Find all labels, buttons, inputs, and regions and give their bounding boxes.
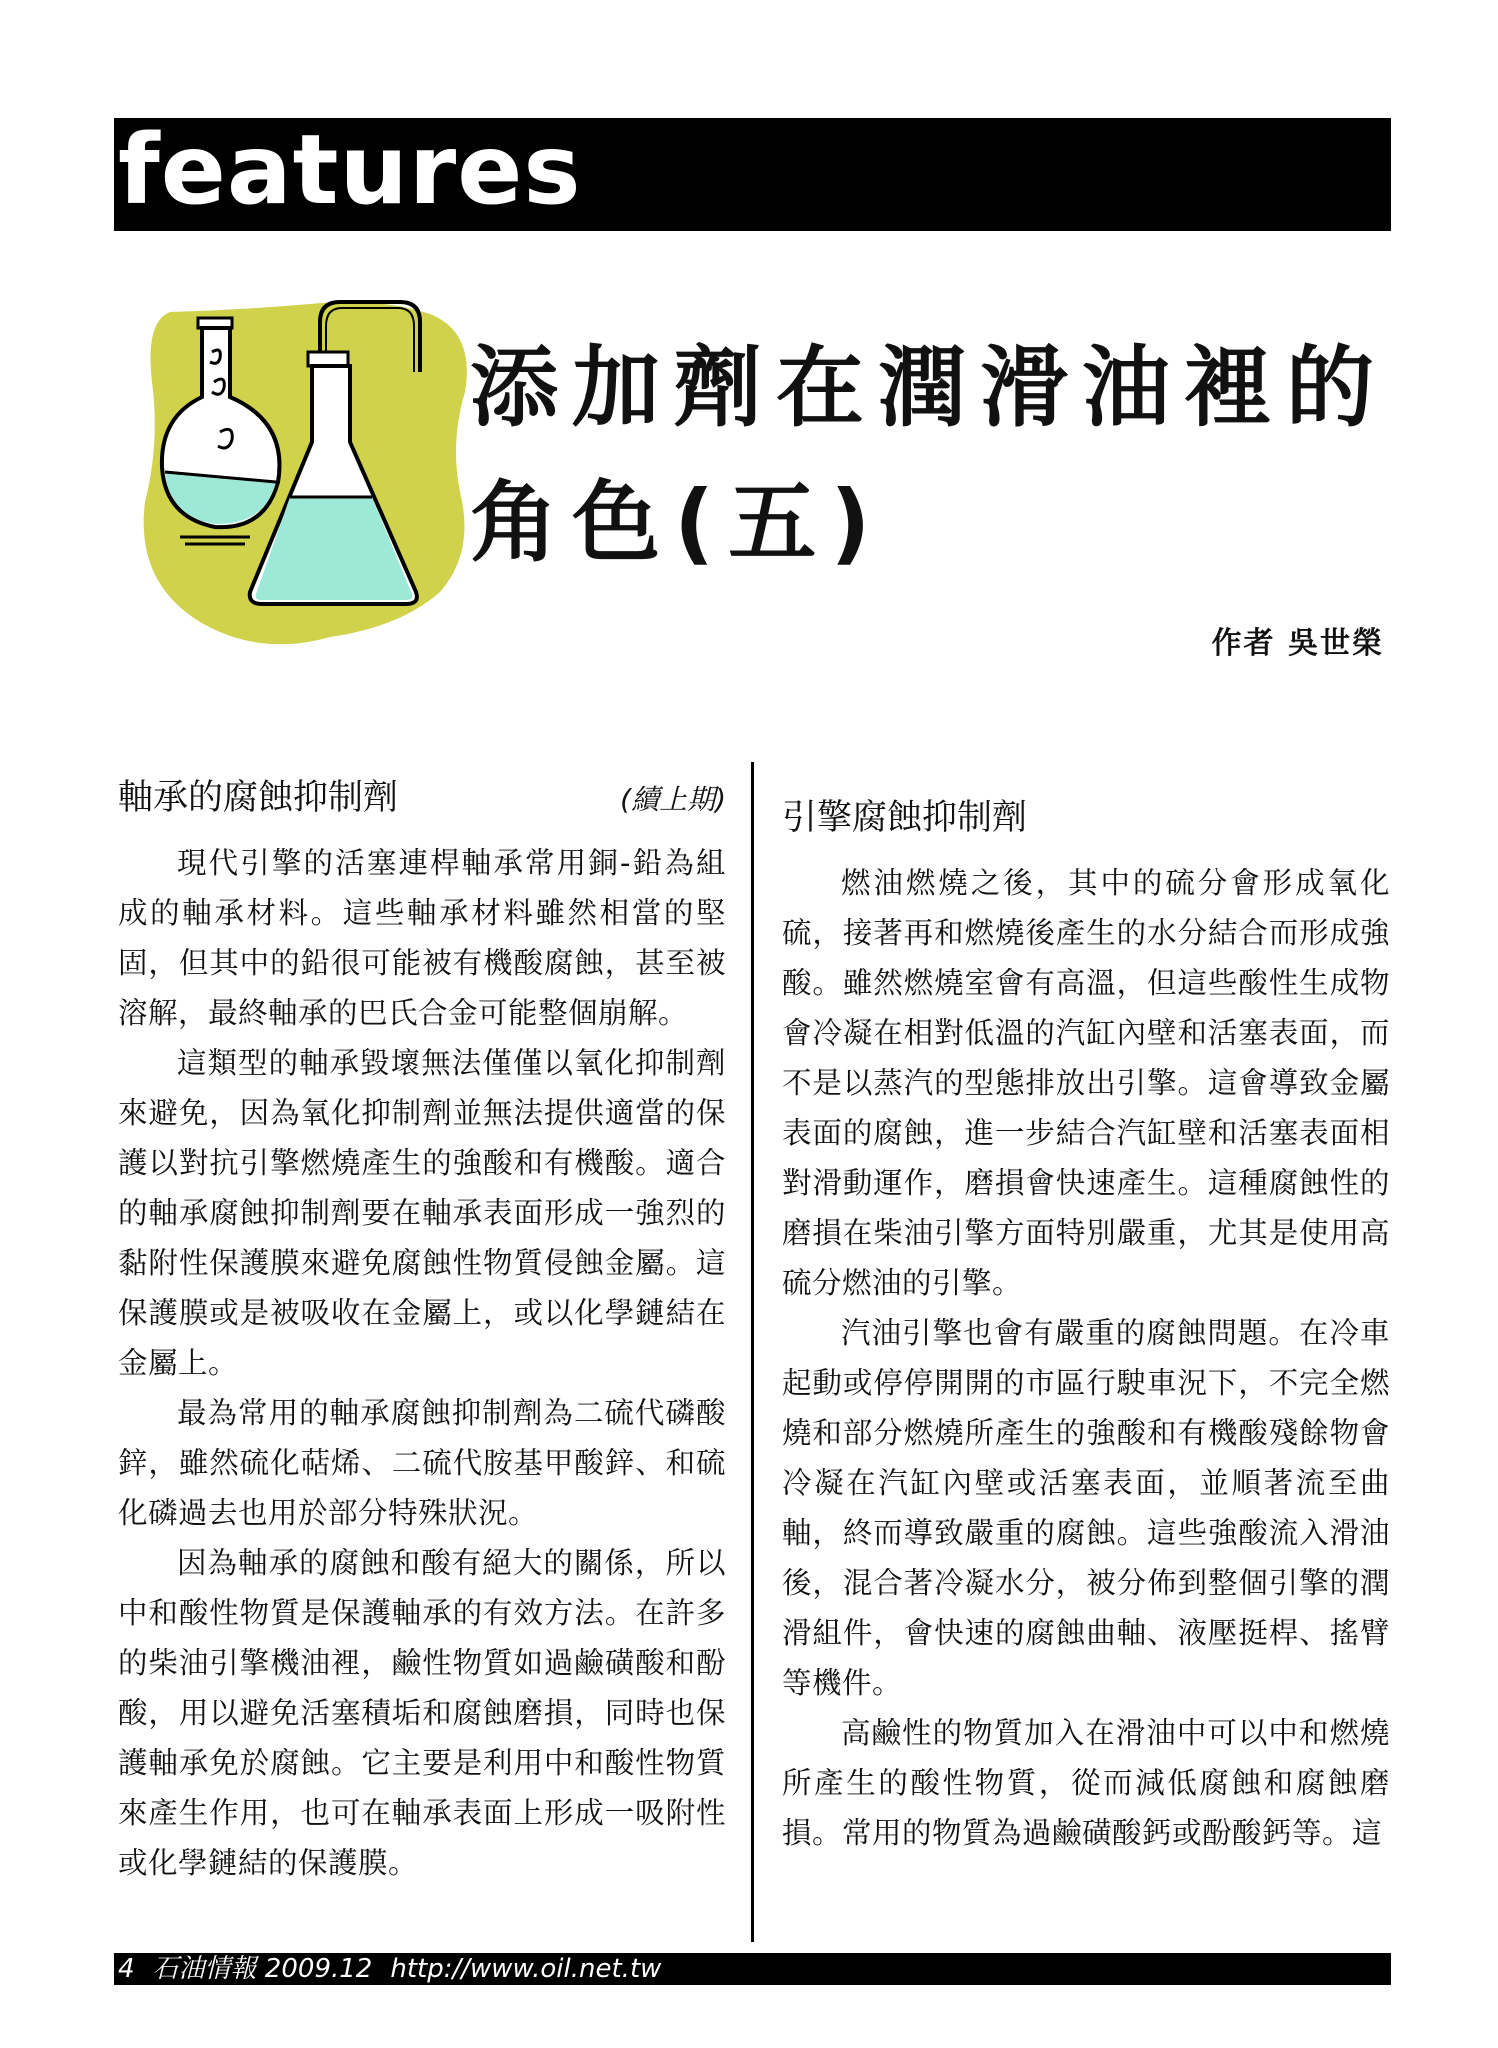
article-title: [470, 320, 1390, 590]
left-column: [118, 770, 726, 1888]
banner-label: features: [118, 114, 582, 226]
page-footer: [114, 1953, 1391, 1985]
section-heading-left: [118, 770, 726, 826]
paragraph: 現代引擎的活塞連桿軸承常用銅-鉛為組成的軸承材料。這些軸承材料雖然相當的堅固，但其中的鉛很可能被有機酸腐蝕，甚至被溶解，最終軸承的巴氏合金可能整個崩解。: [118, 846, 726, 1030]
column-divider: [751, 762, 754, 1942]
paragraph: 這類型的軸承毀壞無法僅僅以氧化抑制劑來避免，因為氧化抑制劑並無法提供適當的保護以對抗引擎燃燒產生的強酸和有機酸。適合的軸承腐蝕抑制劑要在軸承表面形成一強烈的黏附性保護膜來避免腐蝕性物質侵蝕金屬。這保護膜或是被吸收在金屬上，或以化學鏈結在金屬上。: [118, 1046, 726, 1380]
section-heading-text: 引擎腐蝕抑制劑: [782, 798, 1028, 838]
flask-illustration-icon: [140, 292, 470, 652]
section-heading-right: [782, 790, 1390, 846]
paragraph: 最為常用的軸承腐蝕抑制劑為二硫代磷酸鋅，雖然硫化萜烯、二硫代胺基甲酸鋅、和硫化磷過去也用於部分特殊狀況。: [118, 1396, 726, 1530]
website-url: http://www.oil.net.tw: [390, 1954, 662, 1984]
title-line-1: 添加劑在潤滑油裡的: [470, 336, 1389, 439]
author-byline: 作者 吳世榮: [1211, 626, 1384, 661]
paragraph: 因為軸承的腐蝕和酸有絕大的關係，所以中和酸性物質是保護軸承的有效方法。在許多的柴油引擎機油裡，鹼性物質如過鹼磺酸和酚酸，用以避免活塞積垢和腐蝕磨損，同時也保護軸承免於腐蝕。它主要是利用中和酸性物質來產生作用，也可在軸承表面上形成一吸附性或化學鏈結的保護膜。: [118, 1546, 726, 1880]
paragraph: 高鹼性的物質加入在滑油中可以中和燃燒所產生的酸性物質，從而減低腐蝕和腐蝕磨損。常用的物質為過鹼磺酸鈣或酚酸鈣等。這: [782, 1716, 1390, 1850]
continued-note: (續上期): [620, 783, 726, 816]
features-banner: [114, 114, 1391, 231]
title-line-2: 角色(五): [470, 471, 885, 574]
paragraph: 燃油燃燒之後，其中的硫分會形成氧化硫，接著再和燃燒後產生的水分結合而形成強酸。雖然燃燒室會有高溫，但這些酸性生成物會冷凝在相對低溫的汽缸內壁和活塞表面，而不是以蒸汽的型態排放出引擎。這會導致金屬表面的腐蝕，進一步結合汽缸壁和活塞表面相對滑動運作，磨損會快速產生。這種腐蝕性的磨損在柴油引擎方面特別嚴重，尤其是使用高硫分燃油的引擎。: [782, 866, 1390, 1300]
paragraph: 汽油引擎也會有嚴重的腐蝕問題。在冷車起動或停停開開的市區行駛車況下，不完全燃燒和部分燃燒所產生的強酸和有機酸殘餘物會冷凝在汽缸內壁或活塞表面，並順著流至曲軸，終而導致嚴重的腐蝕。這些強酸流入滑油後，混合著冷凝水分，被分佈到整個引擎的潤滑組件，會快速的腐蝕曲軸、液壓挺桿、搖臂等機件。: [782, 1316, 1390, 1700]
publication-name: 石油情報 2009.12: [152, 1954, 373, 1984]
page-number: 4: [118, 1954, 135, 1984]
section-heading-text: 軸承的腐蝕抑制劑: [118, 778, 399, 818]
right-column: [782, 790, 1390, 1858]
